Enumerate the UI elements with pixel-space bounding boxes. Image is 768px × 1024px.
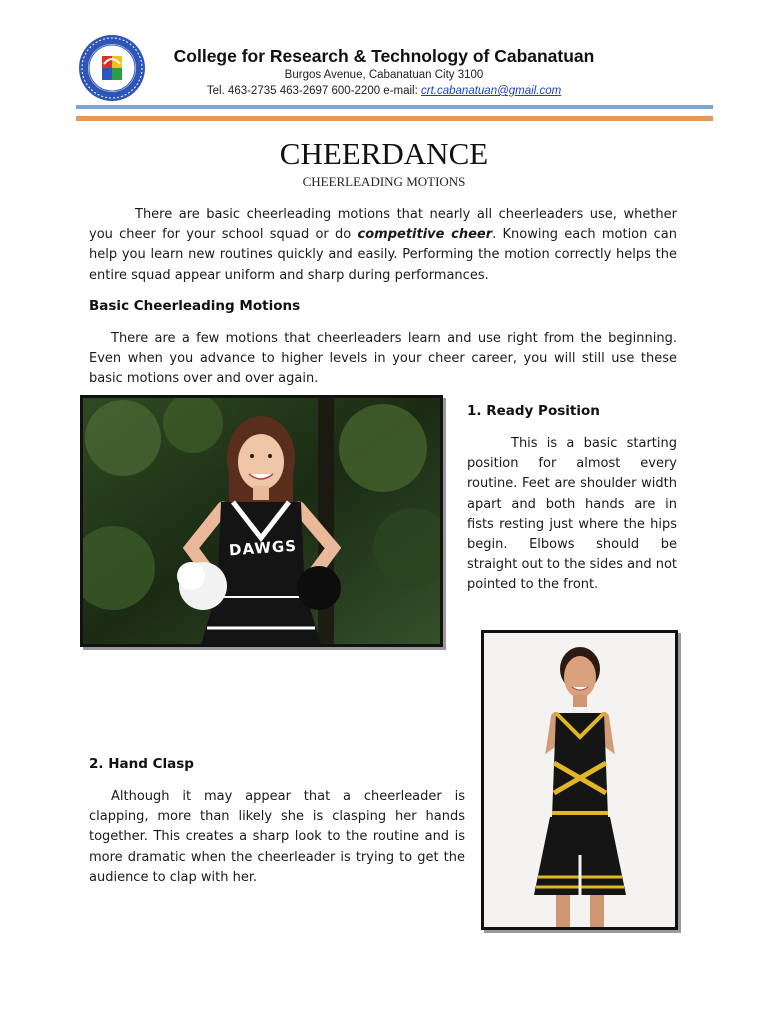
intro-paragraph: There are basic cheerleading motions that nearly all cheerleaders use, whether you cheer for your school squad or do competitive cheer. Knowing each motion can help you learn new routines quickly and easily. Performing the motion correctly helps the entire squad appear uniform and sharp during performances. — [89, 207, 677, 283]
motion-text-hand-clasp: Although it may appear that a cheerleader is clapping, more than likely she is clasping her hands together. This creates a sharp look to the routine and is more dramatic when the cheerleader is trying to get the audience to clap with her. — [89, 789, 465, 885]
header-rule-orange — [76, 116, 713, 121]
hand-clasp-photo — [481, 630, 678, 930]
uniform-lettering: DAWGS — [228, 536, 298, 560]
section-heading: Basic Cheerleading Motions — [89, 298, 301, 314]
college-contact — [0, 85, 768, 97]
header-rule-blue — [76, 105, 713, 109]
document-subtitle: CHEERLEADING MOTIONS — [302, 174, 466, 189]
contact-phone: Tel. 463-2735 463-2697 600-2200 e-mail: — [206, 85, 422, 97]
email-link[interactable]: crt.cabanatuan@gmail.com — [421, 85, 562, 97]
motion-text-ready-position: This is a basic starting position for almost every routine. Feet are shoulder width apart and both hands are in fists resting just where the hips begin. Elbows should be straight out to the sides and not pointed to the front. — [467, 436, 678, 593]
motion-heading-hand-clasp: 2. Hand Clasp — [89, 756, 194, 772]
motion-heading-ready-position: 1. Ready Position — [467, 403, 600, 419]
ready-position-photo — [80, 395, 443, 647]
document-title: CHEERDANCE — [279, 136, 489, 171]
competitive-cheer-emphasis: competitive cheer — [357, 227, 493, 243]
section-paragraph: There are a few motions that cheerleaders learn and use right from the beginning. Even when you advance to higher levels in your cheer career, you will still use these basic motions over and over again. — [89, 331, 677, 387]
college-name: College for Research & Technology of Cabanatuan — [173, 46, 595, 66]
college-address: Burgos Avenue, Cabanatuan City 3100 — [284, 69, 484, 81]
